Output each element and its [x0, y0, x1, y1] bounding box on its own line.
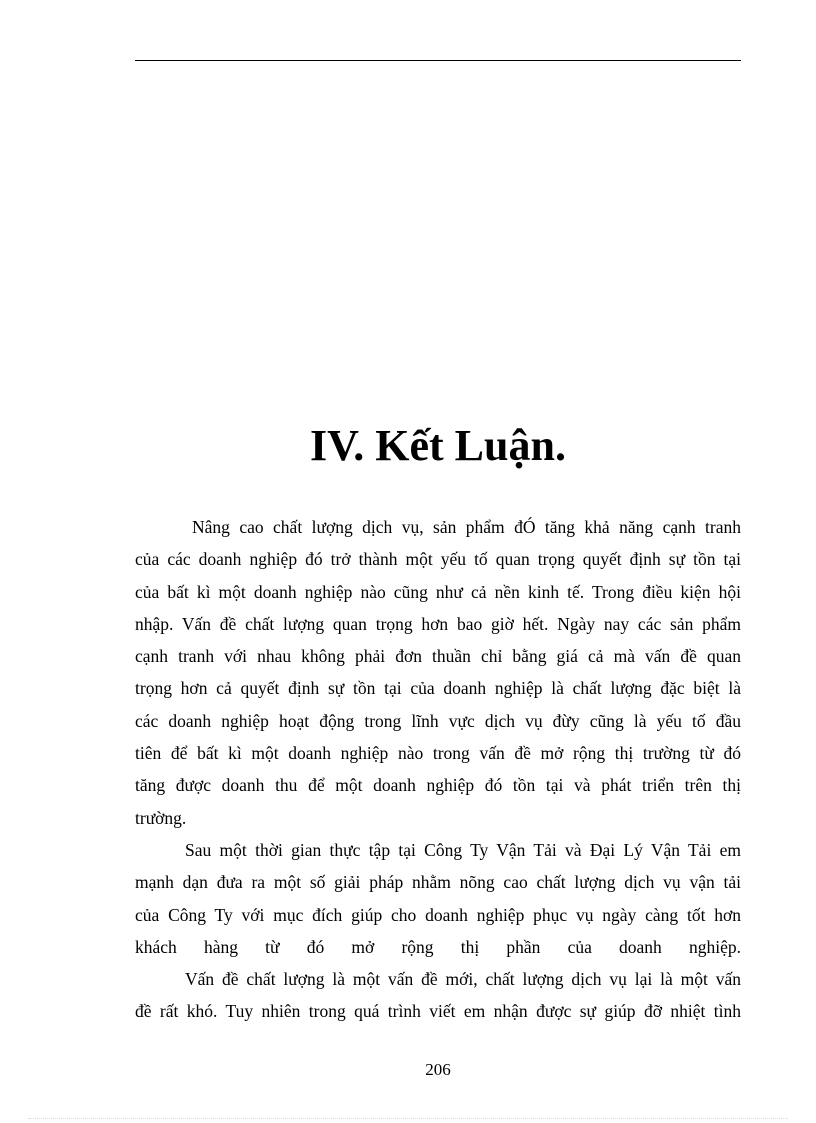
paragraph-1-line-3: của bất kì một doanh nghiệp nào cũng như cả nền kinh tế. Trong điều kiện hội: [135, 581, 741, 602]
paragraph-3-line-2: đề rất khó. Tuy nhiên trong quá trình viết em nhận được sự giúp đỡ nhiệt tình: [135, 1001, 741, 1022]
paragraph-1-line-2: của các doanh nghiệp đó trở thành một yếu tố quan trọng quyết định sự tồn tại: [135, 549, 741, 570]
paragraph-2-line-3: của Công Ty với mục đích giúp cho doanh nghiệp phục vụ ngày càng tốt hơn: [135, 904, 741, 925]
paragraph-1-line-7: các doanh nghiệp hoạt động trong lĩnh vực dịch vụ đừy cũng là yếu tố đầu: [135, 710, 741, 731]
bottom-dotted-border: [28, 1118, 788, 1119]
paragraph-1-line-1: Nâng cao chất lượng dịch vụ, sản phẩm đÓ tăng khả năng cạnh tranh: [192, 517, 741, 537]
paragraph-1-line-5: cạnh tranh với nhau không phải đơn thuần chỉ bằng giá cả mà vấn đề quan: [135, 646, 741, 667]
paragraph-2-line-1: Sau một thời gian thực tập tại Công Ty Vận Tải và Đại Lý Vận Tải em: [185, 839, 741, 860]
paragraph-1-line-10: trường.: [135, 807, 187, 828]
paragraph-1-line-9: tăng được doanh thu để một doanh nghiệp đó tồn tại và phát triển trên thị: [135, 775, 741, 796]
page-number: 206: [425, 1060, 451, 1079]
paragraph-2-line-4: khách hàng từ đó mở rộng thị phần của doanh nghiệp.: [135, 936, 741, 957]
paragraph-3-line-1: Vấn đề chất lượng là một vấn đề mới, chất lượng dịch vụ lại là một vấn: [185, 969, 741, 990]
paragraph-1-line-8: tiên để bất kì một doanh nghiệp nào trong vấn đề mở rộng thị trường từ đó: [135, 743, 741, 764]
body-text: [135, 511, 741, 1028]
paragraph-1-line-4: nhập. Vấn đề chất lượng quan trọng hơn bao giờ hết. Ngày nay các sản phẩm: [135, 613, 741, 634]
paragraph-1-line-6: trọng hơn cả quyết định sự tồn tại của doanh nghiệp là chất lượng đặc biệt là: [135, 678, 741, 699]
header-rule: [135, 60, 741, 61]
section-title: IV. Kết Luận.: [310, 421, 566, 470]
paragraph-2-line-2: mạnh dạn đưa ra một số giải pháp nhằm nõng cao chất lượng dịch vụ vận tải: [135, 872, 741, 893]
